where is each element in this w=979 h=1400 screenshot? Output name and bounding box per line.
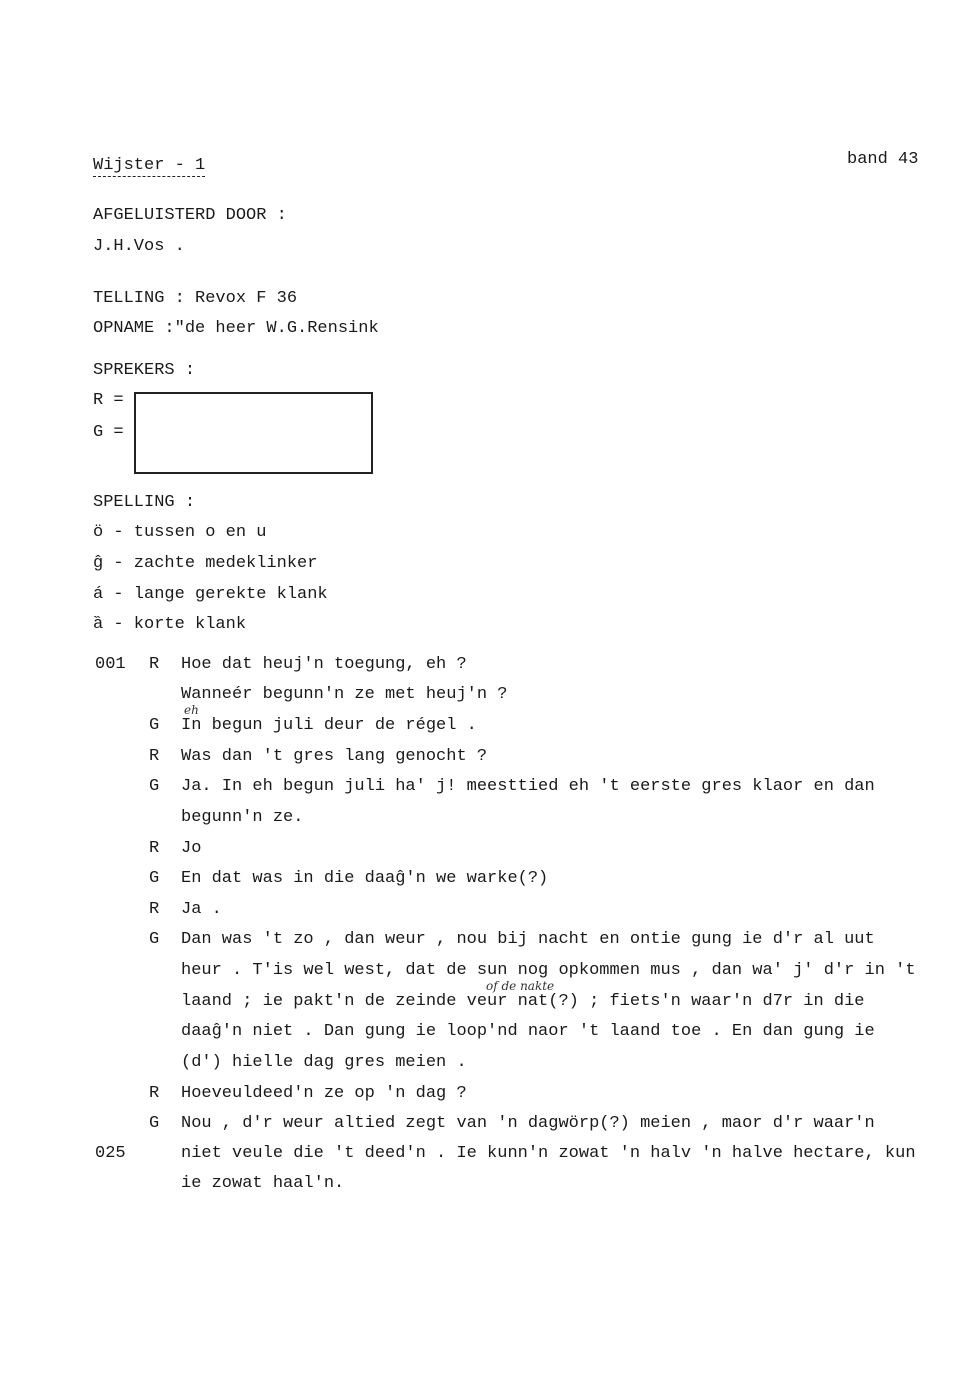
line-text: (d') hielle dag gres meien .	[181, 1053, 467, 1072]
line-text: Ja .	[181, 900, 222, 919]
spelling-item: á - lange gerekte klank	[93, 585, 328, 604]
handwritten-eh-note: eh	[184, 703, 199, 717]
speaker-code: G	[149, 777, 160, 796]
transcript-line	[0, 869, 979, 899]
speaker-code: G	[149, 869, 160, 888]
line-text: Hoeveuldeed'n ze op 'n dag ?	[181, 1084, 467, 1103]
line-text: Nou , d'r weur altied zegt van 'n dagwörp(?) meien , maor d'r waar'n	[181, 1114, 875, 1133]
speaker-code: G	[149, 930, 160, 949]
spelling-item: ĝ - zachte medeklinker	[93, 554, 318, 573]
transcript-line	[0, 1174, 979, 1204]
line-text: heur . T'is wel west, dat de sun nog opkommen mus , dan wa' j' d'r in 't	[181, 961, 916, 980]
handwritten-correction-note: of de nakte	[486, 979, 555, 993]
afgeluisterd-label: AFGELUISTERD DOOR :	[93, 206, 287, 225]
transcript-line	[0, 1022, 979, 1052]
speaker-code: R	[149, 1084, 160, 1103]
speaker-code: R	[149, 655, 160, 674]
transcript-line	[0, 1084, 979, 1114]
line-text: daaĝ'n niet . Dan gung ie loop'nd naor 't laand toe . En dan gung ie	[181, 1022, 875, 1041]
sprekers-label: SPREKERS :	[93, 361, 196, 380]
line-text: laand ; ie pakt'n de zeinde veur nat(?) ; fiets'n waar'n d7r in die	[181, 992, 865, 1011]
transcript-line	[0, 747, 979, 777]
line-text: In begun juli deur de régel .	[181, 716, 477, 735]
speaker-code: R	[149, 900, 160, 919]
line-text: Ja. In eh begun juli ha' j! meesttied eh 't eerste gres klaor en dan	[181, 777, 875, 796]
transcript-line	[0, 900, 979, 930]
spelling-item: ö - tussen o en u	[93, 523, 267, 542]
line-number: 001	[95, 655, 126, 674]
line-text: begunn'n ze.	[181, 808, 304, 827]
speakers-blank-box	[134, 392, 373, 474]
transcript-line	[0, 930, 979, 960]
transcript-line	[0, 716, 979, 746]
transcript-line	[0, 777, 979, 807]
afgeluisterd-name: J.H.Vos .	[93, 237, 185, 256]
line-text: Hoe dat heuj'n toegung, eh ?	[181, 655, 467, 674]
speaker-code: G	[149, 716, 160, 735]
speaker-g-label: G =	[93, 423, 124, 442]
opname-line: OPNAME :"de heer W.G.Rensink	[93, 319, 379, 338]
line-number: 025	[95, 1144, 126, 1163]
transcript-line	[0, 992, 979, 1022]
line-text: Wanneér begunn'n ze met heuj'n ?	[181, 685, 508, 704]
transcript-line	[0, 1114, 979, 1144]
speaker-code: R	[149, 747, 160, 766]
transcript-line	[0, 808, 979, 838]
transcript-line	[0, 1144, 979, 1174]
line-text: Dan was 't zo , dan weur , nou bij nacht en ontie gung ie d'r al uut	[181, 930, 875, 949]
speaker-code: G	[149, 1114, 160, 1133]
transcript-line	[0, 1053, 979, 1083]
document-title: Wijster - 1	[93, 156, 206, 175]
telling-line: TELLING : Revox F 36	[93, 289, 298, 308]
band-number: band 43	[847, 150, 919, 169]
speaker-r-label: R =	[93, 391, 124, 410]
line-text: ie zowat haal'n.	[181, 1174, 345, 1193]
spelling-label: SPELLING :	[93, 493, 196, 512]
transcript-line	[0, 685, 979, 715]
line-text: niet veule die 't deed'n . Ie kunn'n zowat 'n halv 'n halve hectare, kun	[181, 1144, 916, 1163]
transcript-line	[0, 839, 979, 869]
line-text: Was dan 't gres lang genocht ?	[181, 747, 488, 766]
spelling-item: ȁ - korte klank	[93, 615, 247, 634]
line-text: En dat was in die daaĝ'n we warke(?)	[181, 869, 549, 888]
transcript-line	[0, 655, 979, 685]
speaker-code: R	[149, 839, 160, 858]
line-text: Jo	[181, 839, 202, 858]
